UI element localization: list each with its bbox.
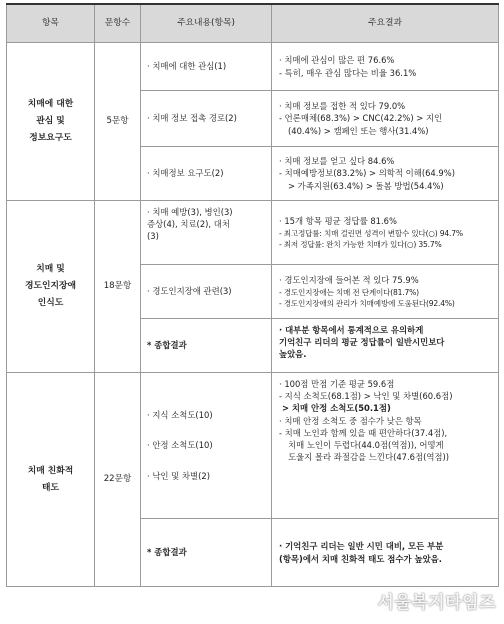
result-line: - 최저 정답률: 완치 가능한 치매가 있다(○) 35.7% (279, 239, 442, 249)
category-line: 관심 및 (36, 116, 65, 127)
result-line: - 최고정답률: 치매 걸린면 성격이 변할수 있다(○) 94.7% (279, 228, 463, 238)
content-line: (3) (147, 231, 159, 242)
content-item: · 치매정보 요구도(2) (141, 147, 272, 201)
result-cell (272, 201, 499, 265)
category-interest-info (7, 43, 95, 201)
header-results: 주요결과 (272, 4, 499, 43)
question-count: 18문항 (95, 201, 141, 373)
result-line: 도울지 몰라 좌절감을 느낀다(47.6점(역점)) (288, 452, 450, 463)
table-header-row (7, 4, 499, 43)
result-line: · 기억친구 리더는 일반 시민 대비, 모든 부분 (279, 541, 444, 552)
result-line: · 치매에 관심이 많은 편 76.6% (279, 55, 395, 66)
content-item: · 경도인지장애 관련(3) (141, 265, 272, 319)
result-line: · 경도인지장애 들어본 적 있다 75.9% (279, 275, 419, 286)
result-cell (272, 43, 499, 91)
summary-label: * 종합결과 (141, 519, 272, 587)
result-cell (272, 147, 499, 201)
result-line: - 경도인지장애의 관리가 치매예방에 도움된다(92.4%) (279, 298, 455, 308)
result-line: · 치매 안정 소척도 중 점수가 낮은 항목 (279, 415, 422, 426)
question-count: 22문항 (95, 373, 141, 587)
summary-result-cell (272, 519, 499, 587)
result-line: 높았음. (279, 349, 307, 360)
header-count: 문항수 (95, 4, 141, 43)
content-item: · 치매에 대한 관심(1) (141, 43, 272, 91)
table-row (7, 201, 499, 265)
category-line: 정보요구도 (29, 132, 72, 143)
result-line: 치매 노인이 두렵다(44.0점(역점)), 어떻게 (288, 439, 444, 450)
result-line: · 치매 정보를 접한 적 있다 79.0% (279, 101, 406, 112)
content-line: 증상(4), 치료(2), 대처 (147, 219, 230, 230)
content-line: · 안정 소척도(10) (147, 440, 213, 451)
result-line: · 15개 항목 평균 정답률 81.6% (279, 216, 397, 227)
content-item: · 치매 정보 접촉 경로(2) (141, 91, 272, 147)
result-line: - 경도인지장애는 치매 전 단계이다(81.7%) (279, 287, 419, 297)
category-line: 태도 (42, 482, 59, 493)
category-awareness (7, 201, 95, 373)
result-cell (272, 91, 499, 147)
survey-results-table (6, 3, 499, 587)
header-content: 주요내용(항목) (141, 4, 272, 43)
result-line: - 치매예방정보(83.2%) > 의학적 이해(64.9%) (279, 168, 455, 179)
result-line: · 100점 만점 기준 평균 59.6점 (279, 379, 395, 389)
summary-label: * 종합결과 (141, 319, 272, 373)
result-line: - 언론매체(68.3%) > CNC(42.2%) > 지인 (279, 113, 443, 124)
result-line: > 치매 안정 소척도(50.1점) (282, 403, 391, 414)
content-item-group (141, 373, 272, 519)
result-line: > 가족지원(63.4%) > 돌봄 방법(54.4%) (288, 180, 444, 191)
result-line: - 치매 노인과 함께 있을 때 편안하다(37.4점), (279, 427, 448, 438)
result-line: - 지식 소척도(68.1점) > 낙인 및 차별(60.6점) (279, 391, 453, 402)
result-cell (272, 265, 499, 319)
result-line: (항목)에서 치매 친화적 태도 점수가 높았음. (279, 553, 442, 564)
category-line: 경도인지장애 (25, 281, 76, 292)
result-line: - 특히, 매우 관심 많다는 비율 36.1% (279, 67, 417, 78)
content-line: · 치매 예방(3), 병인(3) (147, 207, 233, 217)
category-line: 치매 및 (36, 264, 65, 275)
result-cell (272, 373, 499, 519)
question-count: 5문항 (95, 43, 141, 201)
table-row (7, 43, 499, 91)
category-line: 인식도 (37, 297, 64, 308)
category-line: 치매에 대한 (27, 99, 74, 110)
header-category: 항목 (7, 4, 95, 43)
content-line: · 낙인 및 차별(2) (147, 470, 210, 481)
category-attitude (7, 373, 95, 587)
category-line: 치매 친화적 (27, 465, 74, 476)
result-line: 기억친구 리더의 평균 정답률이 일반시민보다 (279, 337, 445, 348)
result-line: (40.4%) > 캠페인 또는 행사(31.4%) (288, 125, 429, 136)
survey-results-table-container (6, 3, 498, 587)
content-line: · 지식 소척도(10) (147, 410, 213, 421)
summary-result-cell (272, 319, 499, 373)
content-item (141, 201, 272, 265)
table-row (7, 373, 499, 519)
watermark: 서울복지타임즈 (377, 593, 496, 613)
result-line: · 치매 정보를 얻고 싶다 84.6% (279, 156, 395, 167)
result-line: · 대부분 항목에서 통계적으로 유의하게 (279, 325, 424, 335)
